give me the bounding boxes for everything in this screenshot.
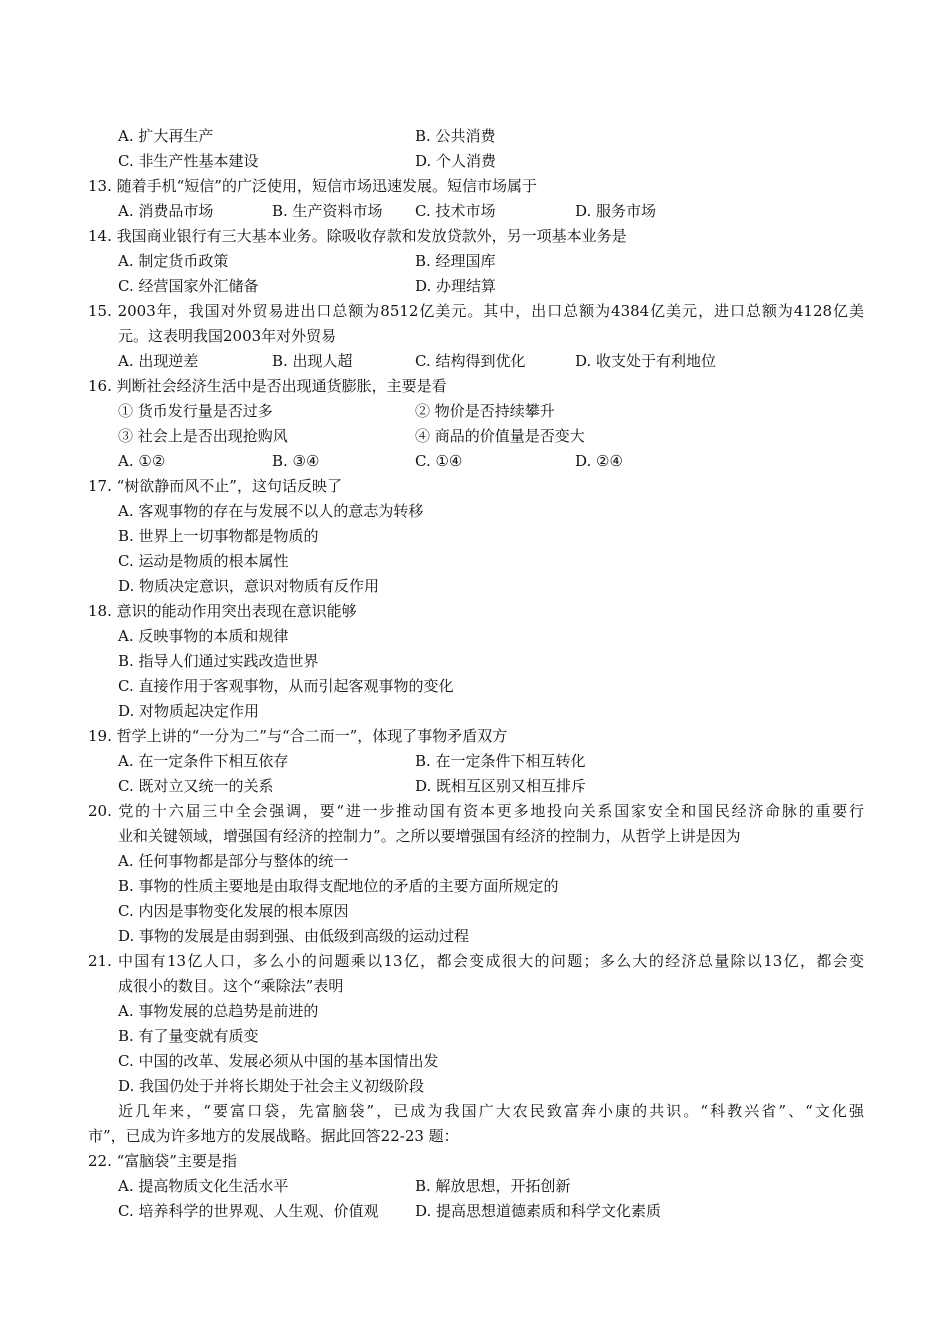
q20-option-a-row <box>0 849 950 874</box>
q14-option-a: A. 制定货币政策 <box>118 252 229 270</box>
q14-stem <box>0 224 950 249</box>
q19-options-row2 <box>0 774 950 799</box>
question-stem: 14. 我国商业银行有三大基本业务。除吸收存款和发放贷款外，另一项基本业务是 <box>88 227 627 245</box>
q22-options-row2 <box>0 1199 950 1224</box>
q12-option-d: D. 个人消费 <box>415 152 497 170</box>
q17-option-b-row <box>0 524 950 549</box>
q14-option-b: B. 经理国库 <box>415 252 496 270</box>
question-stem: 15. 2003年，我国对外贸易进出口总额为8512亿美元。其中，出口总额为4384亿美元，进口总额为4128亿美 <box>88 302 864 320</box>
q18-option-a: A. 反映事物的本质和规律 <box>118 627 289 645</box>
q16-options <box>0 449 950 474</box>
q16-option-d: D. ②④ <box>575 452 623 470</box>
q19-options-row1 <box>0 749 950 774</box>
q12-option-a: A. 扩大再生产 <box>118 127 214 145</box>
q22-option-a: A. 提高物质文化生活水平 <box>118 1177 289 1195</box>
q14-option-d: D. 办理结算 <box>415 277 497 295</box>
q16-item-1: ① 货币发行量是否过多 <box>118 402 273 420</box>
q21-option-c-row <box>0 1049 950 1074</box>
q17-option-c: C. 运动是物质的根本属性 <box>118 552 289 570</box>
q22-options-row1 <box>0 1174 950 1199</box>
q13-option-c: C. 技术市场 <box>415 202 496 220</box>
q13-options <box>0 199 950 224</box>
q16-items-row2 <box>0 424 950 449</box>
question-stem: 17. “树欲静而风不止”，这句话反映了 <box>88 477 342 495</box>
passage-line1 <box>0 1099 950 1124</box>
q18-option-b: B. 指导人们通过实践改造世界 <box>118 652 319 670</box>
q19-option-b: B. 在一定条件下相互转化 <box>415 752 586 770</box>
q18-option-d: D. 对物质起决定作用 <box>118 702 260 720</box>
q20-option-b: B. 事物的性质主要地是由取得支配地位的矛盾的主要方面所规定的 <box>118 877 559 895</box>
q15-stem-line2 <box>0 324 950 349</box>
q19-stem <box>0 724 950 749</box>
q12-option-b: B. 公共消费 <box>415 127 496 145</box>
q15-option-a: A. 出现逆差 <box>118 352 199 370</box>
q18-option-d-row <box>0 699 950 724</box>
question-stem: 22. “富脑袋”主要是指 <box>88 1152 237 1170</box>
passage-line2 <box>0 1124 950 1149</box>
passage-text-continued: 市”，已成为许多地方的发展战略。据此回答22-23 题： <box>88 1127 459 1145</box>
q14-options-row1 <box>0 249 950 274</box>
q21-option-b: B. 有了量变就有质变 <box>118 1027 259 1045</box>
q16-item-3: ③ 社会上是否出现抢购风 <box>118 427 288 445</box>
q15-option-b: B. 出现人超 <box>272 352 353 370</box>
q21-stem-line1 <box>0 949 950 974</box>
question-stem: 20. 党的十六届三中全会强调，要“进一步推动国有资本更多地投向关系国家安全和国民经济命脉的重要行 <box>88 802 864 820</box>
q21-option-c: C. 中国的改革、发展必须从中国的基本国情出发 <box>118 1052 439 1070</box>
question-stem: 19. 哲学上讲的“一分为二”与“合二而一”，体现了事物矛盾双方 <box>88 727 508 745</box>
q18-stem <box>0 599 950 624</box>
q17-option-d: D. 物质决定意识，意识对物质有反作用 <box>118 577 380 595</box>
q16-stem <box>0 374 950 399</box>
q13-option-d: D. 服务市场 <box>575 202 657 220</box>
q12-options-row2 <box>0 149 950 174</box>
q13-option-a: A. 消费品市场 <box>118 202 214 220</box>
q22-option-c: C. 培养科学的世界观、人生观、价值观 <box>118 1202 379 1220</box>
q20-option-c-row <box>0 899 950 924</box>
passage-text: 近几年来，“要富口袋，先富脑袋”，已成为我国广大农民致富奔小康的共识。“科教兴省”、“文化强 <box>118 1102 864 1120</box>
q16-option-b: B. ③④ <box>272 452 320 470</box>
q13-stem <box>0 174 950 199</box>
q21-option-d-row <box>0 1074 950 1099</box>
question-stem: 16. 判断社会经济生活中是否出现通货膨胀，主要是看 <box>88 377 447 395</box>
q16-item-2: ② 物价是否持续攀升 <box>415 402 555 420</box>
q21-option-b-row <box>0 1024 950 1049</box>
q17-option-c-row <box>0 549 950 574</box>
q19-option-d: D. 既相互区别又相互排斥 <box>415 777 587 795</box>
q18-option-b-row <box>0 649 950 674</box>
q12-options-row1 <box>0 124 950 149</box>
q15-option-c: C. 结构得到优化 <box>415 352 526 370</box>
q19-option-c: C. 既对立又统一的关系 <box>118 777 274 795</box>
q20-option-d-row <box>0 924 950 949</box>
q20-option-c: C. 内因是事物变化发展的根本原因 <box>118 902 349 920</box>
q18-option-c-row <box>0 674 950 699</box>
q14-options-row2 <box>0 274 950 299</box>
question-stem-continued: 业和关键领域，增强国有经济的控制力”。之所以要增强国有经济的控制力，从哲学上讲是因为 <box>118 827 741 845</box>
q20-option-d: D. 事物的发展是由弱到强、由低级到高级的运动过程 <box>118 927 470 945</box>
q15-option-d: D. 收支处于有利地位 <box>575 352 717 370</box>
q16-option-c: C. ①④ <box>415 452 463 470</box>
q19-option-a: A. 在一定条件下相互依存 <box>118 752 289 770</box>
q20-stem-line1 <box>0 799 950 824</box>
q16-item-4: ④ 商品的价值量是否变大 <box>415 427 585 445</box>
q17-option-d-row <box>0 574 950 599</box>
q22-stem <box>0 1149 950 1174</box>
q22-option-b: B. 解放思想，开拓创新 <box>415 1177 571 1195</box>
q21-stem-line2 <box>0 974 950 999</box>
q20-option-a: A. 任何事物都是部分与整体的统一 <box>118 852 349 870</box>
q17-option-b: B. 世界上一切事物都是物质的 <box>118 527 319 545</box>
q22-option-d: D. 提高思想道德素质和科学文化素质 <box>415 1202 662 1220</box>
q21-option-a-row <box>0 999 950 1024</box>
q20-option-b-row <box>0 874 950 899</box>
q13-option-b: B. 生产资料市场 <box>272 202 383 220</box>
q18-option-c: C. 直接作用于客观事物，从而引起客观事物的变化 <box>118 677 454 695</box>
q15-stem-line1 <box>0 299 950 324</box>
question-stem-continued: 成很小的数目。这个“乘除法”表明 <box>118 977 344 995</box>
q14-option-c: C. 经营国家外汇储备 <box>118 277 259 295</box>
q17-stem <box>0 474 950 499</box>
q16-option-a: A. ①② <box>118 452 166 470</box>
q20-stem-line2 <box>0 824 950 849</box>
q16-items-row1 <box>0 399 950 424</box>
q12-option-c: C. 非生产性基本建设 <box>118 152 259 170</box>
q17-option-a-row <box>0 499 950 524</box>
q17-option-a: A. 客观事物的存在与发展不以人的意志为转移 <box>118 502 424 520</box>
question-stem-continued: 元。这表明我国2003年对外贸易 <box>118 327 337 345</box>
question-stem: 18. 意识的能动作用突出表现在意识能够 <box>88 602 357 620</box>
question-stem: 21. 中国有13亿人口，多么小的问题乘以13亿，都会变成很大的问题；多么大的经济总量除以13亿，都会变 <box>88 952 864 970</box>
q21-option-d: D. 我国仍处于并将长期处于社会主义初级阶段 <box>118 1077 425 1095</box>
q15-options <box>0 349 950 374</box>
question-stem: 13. 随着手机“短信”的广泛使用，短信市场迅速发展。短信市场属于 <box>88 177 537 195</box>
q21-option-a: A. 事物发展的总趋势是前进的 <box>118 1002 319 1020</box>
q18-option-a-row <box>0 624 950 649</box>
